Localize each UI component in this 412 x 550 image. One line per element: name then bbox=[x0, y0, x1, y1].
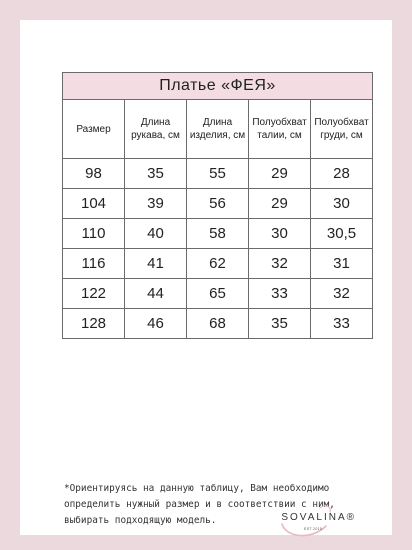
table-cell: 56 bbox=[187, 189, 249, 219]
table-cell: 104 bbox=[63, 189, 125, 219]
brand-logo bbox=[252, 500, 364, 545]
size-chart-table bbox=[62, 72, 373, 339]
logo-est: EST.2015 bbox=[304, 527, 323, 531]
table-cell: 40 bbox=[125, 219, 187, 249]
header-half-chest: Полуобхват груди, см bbox=[311, 100, 373, 159]
table-row bbox=[63, 219, 373, 249]
table-cell: 44 bbox=[125, 279, 187, 309]
table-cell: 32 bbox=[311, 279, 373, 309]
table-cell: 98 bbox=[63, 159, 125, 189]
header-size: Размер bbox=[63, 100, 125, 159]
table-row bbox=[63, 309, 373, 339]
table-cell: 65 bbox=[187, 279, 249, 309]
table-cell: 30 bbox=[311, 189, 373, 219]
table-row bbox=[63, 279, 373, 309]
table-cell: 32 bbox=[249, 249, 311, 279]
table-cell: 30 bbox=[249, 219, 311, 249]
table-row bbox=[63, 249, 373, 279]
table-cell: 33 bbox=[311, 309, 373, 339]
table-cell: 110 bbox=[63, 219, 125, 249]
note-line: определить нужный размер и в соответствии с ним, bbox=[64, 499, 335, 510]
table-cell: 28 bbox=[311, 159, 373, 189]
content-card bbox=[20, 20, 392, 535]
table-cell: 46 bbox=[125, 309, 187, 339]
table-cell: 55 bbox=[187, 159, 249, 189]
table-cell: 122 bbox=[63, 279, 125, 309]
table-cell: 58 bbox=[187, 219, 249, 249]
table-row bbox=[63, 159, 373, 189]
table-cell: 33 bbox=[249, 279, 311, 309]
table-cell: 35 bbox=[249, 309, 311, 339]
header-half-waist: Полуобхват талии, см bbox=[249, 100, 311, 159]
table-cell: 116 bbox=[63, 249, 125, 279]
note-line: *Ориентируясь на данную таблицу, Вам необходимо bbox=[64, 483, 330, 494]
table-cell: 128 bbox=[63, 309, 125, 339]
table-cell: 29 bbox=[249, 189, 311, 219]
table-cell: 31 bbox=[311, 249, 373, 279]
table-cell: 68 bbox=[187, 309, 249, 339]
header-garment-length: Длина изделия, см bbox=[187, 100, 249, 159]
header-sleeve-length: Длина рукава, см bbox=[125, 100, 187, 159]
table-cell: 62 bbox=[187, 249, 249, 279]
table-cell: 30,5 bbox=[311, 219, 373, 249]
table-cell: 29 bbox=[249, 159, 311, 189]
table-cell: 39 bbox=[125, 189, 187, 219]
table-row bbox=[63, 189, 373, 219]
table-cell: 41 bbox=[125, 249, 187, 279]
table-cell: 35 bbox=[125, 159, 187, 189]
table-header-row bbox=[63, 100, 373, 159]
note-line: выбирать подходящую модель. bbox=[64, 515, 217, 526]
logo-wordmark: SOVALINA® bbox=[281, 512, 356, 523]
table-title: Платье «ФЕЯ» bbox=[63, 73, 373, 100]
